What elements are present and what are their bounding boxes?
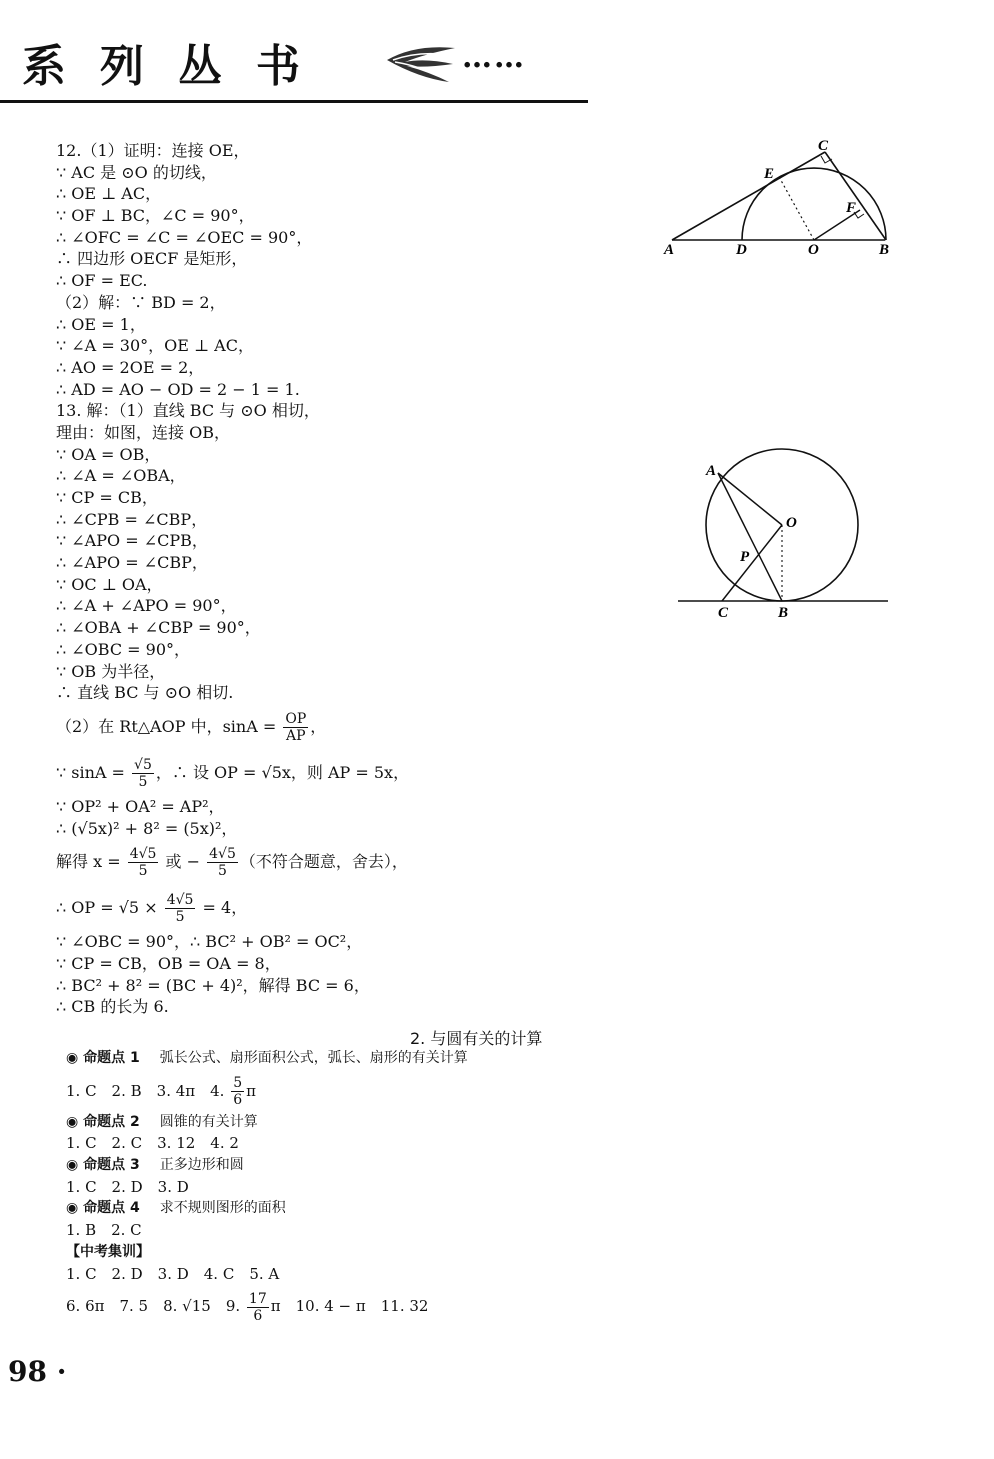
solution-line: ∵ OP² + OA² = AP²， <box>56 796 225 816</box>
label-E: E <box>764 166 775 182</box>
topic-heading: ◉ 命题点 1 弧长公式、扇形面积公式，弧长、扇形的有关计算 <box>66 1050 468 1066</box>
solution-line: ∵ ∠OBC = 90°，∴ BC² + OB² = OC²， <box>56 932 363 952</box>
solution-line: ∴ CB 的长为 6. <box>56 997 169 1017</box>
answer-line: 1. C 2. B 3. 4π 4. $\frac{5}{6}$ π <box>66 1075 257 1109</box>
figure-circle-tangent <box>672 445 897 625</box>
solution-line: ∵ sinA = $\frac{√5}{5}$ ，∴ 设 OP = √5x，则 AP = 5x， <box>56 756 410 790</box>
header-rule <box>0 100 588 103</box>
topic-heading: ◉ 命题点 3 正多边形和圆 <box>66 1157 244 1174</box>
solution-line: 13. 解：（1）直线 BC 与 ⊙O 相切， <box>56 401 320 421</box>
solution-line: ∵ AC 是 ⊙O 的切线， <box>56 162 217 182</box>
fraction: $\frac{4√5}{5}$ <box>129 846 157 880</box>
solution-line: ∴ ∠CPB = ∠CBP， <box>56 509 208 529</box>
feather-ornament-icon <box>385 38 457 88</box>
solution-line: ∴ BC² + 8² = (BC + 4)²，解得 BC = 6， <box>56 975 370 995</box>
solution-line: ∵ OB 为半径， <box>56 661 166 681</box>
answer-line: 1. C 2. D 3. D 4. C 5. A <box>66 1264 280 1283</box>
solution-line: ∴ 四边形 OECF 是矩形， <box>56 249 248 269</box>
series-title: 系列丛书 <box>22 41 334 92</box>
solution-line: 解得 x = $\frac{4√5}{5}$ 或 − $\frac{4√5}{5}$ （不符合题意，舍去）， <box>56 846 408 880</box>
label-F: F <box>846 200 857 216</box>
solution-line: ∵ ∠A = 30°，OE ⊥ AC， <box>56 336 254 356</box>
solution-line: （2）在 Rt△AOP 中，sinA = $\frac{OP}{AP}$ ， <box>56 710 327 744</box>
label-B: B <box>879 242 890 258</box>
solution-line: ∴ (√5x)² + 8² = (5x)²， <box>56 818 238 838</box>
topic-heading: ◉ 命题点 4 求不规则图形的面积 <box>66 1200 286 1217</box>
topic-heading: ◉ 命题点 2 圆锥的有关计算 <box>66 1113 258 1130</box>
answer-line: 6. 6π 7. 5 8. √15 9. $\frac{17}{6}$ π 10. 4 − π 11. 32 <box>66 1290 429 1324</box>
solution-line: ∴ OE = 1， <box>56 314 146 334</box>
solution-line: ∴ 直线 BC 与 ⊙O 相切. <box>56 683 234 703</box>
label-A: A <box>664 242 675 258</box>
label-C: C <box>818 138 829 154</box>
solution-line: ∵ OC ⊥ OA， <box>56 574 163 594</box>
solution-line: ∵ ∠APO = ∠CPB， <box>56 531 208 551</box>
solution-line: ∴ OP = √5 × $\frac{4√5}{5}$ = 4， <box>56 892 248 926</box>
solution-line: ∴ OE ⊥ AC， <box>56 184 162 204</box>
label-P: P <box>740 549 750 565</box>
solution-line: ∴ ∠A + ∠APO = 90°， <box>56 596 237 616</box>
label-B: B <box>778 605 789 621</box>
figure-semicircle-tangent <box>660 130 900 265</box>
solution-line: ∴ ∠OFC = ∠C = ∠OEC = 90°， <box>56 227 313 247</box>
solution-line: ∴ OF = EC. <box>56 271 148 291</box>
solution-line: ∴ ∠APO = ∠CBP， <box>56 553 208 573</box>
solution-line: 12.（1）证明：连接 OE， <box>56 141 250 160</box>
label-O: O <box>808 242 819 258</box>
label-A: A <box>706 463 717 479</box>
solution-line: ∴ ∠A = ∠OBA， <box>56 466 186 486</box>
solution-line: ∵ OF ⊥ BC，∠C = 90°， <box>56 206 255 226</box>
section-title: 2. 与圆有关的计算 <box>410 1029 543 1048</box>
solution-line: ∴ AD = AO − OD = 2 − 1 = 1. <box>56 379 300 399</box>
answers-block <box>66 1048 586 1327</box>
fraction: $\frac{4√5}{5}$ <box>209 846 236 880</box>
solution-line: ∵ CP = CB， <box>56 488 158 507</box>
solution-line: ∵ OA = OB， <box>56 444 161 464</box>
solution-line: 理由：如图，连接 OB， <box>56 422 230 442</box>
solution-line: ∴ ∠OBC = 90°， <box>56 639 191 659</box>
answer-line: 1. B 2. C <box>66 1221 142 1240</box>
fraction: $\frac{4√5}{5}$ <box>166 892 194 926</box>
solution-line: ∴ AO = 2OE = 2， <box>56 357 205 377</box>
answer-line: 1. C 2. D 3. D <box>66 1177 189 1196</box>
page-header <box>0 0 994 110</box>
fraction: $\frac{√5}{5}$ <box>134 756 152 790</box>
fraction: $\frac{OP}{AP}$ <box>285 710 307 744</box>
solution-line: ∴ ∠OBA + ∠CBP = 90°， <box>56 618 261 638</box>
solution-line: （2）解：∵ BD = 2， <box>56 292 226 312</box>
page-number: 98 · <box>8 1355 67 1388</box>
fraction: $\frac{5}{6}$ <box>233 1075 243 1109</box>
solution-text <box>56 140 616 1018</box>
header-dots: …… <box>462 40 526 75</box>
fraction: $\frac{17}{6}$ <box>248 1290 267 1324</box>
label-D: D <box>736 242 747 258</box>
zhongkao-label: 【中考集训】 <box>66 1243 150 1260</box>
label-C: C <box>718 605 729 621</box>
solution-line: ∵ CP = CB，OB = OA = 8， <box>56 953 281 973</box>
answer-line: 1. C 2. C 3. 12 4. 2 <box>66 1134 239 1153</box>
label-O: O <box>786 515 797 531</box>
